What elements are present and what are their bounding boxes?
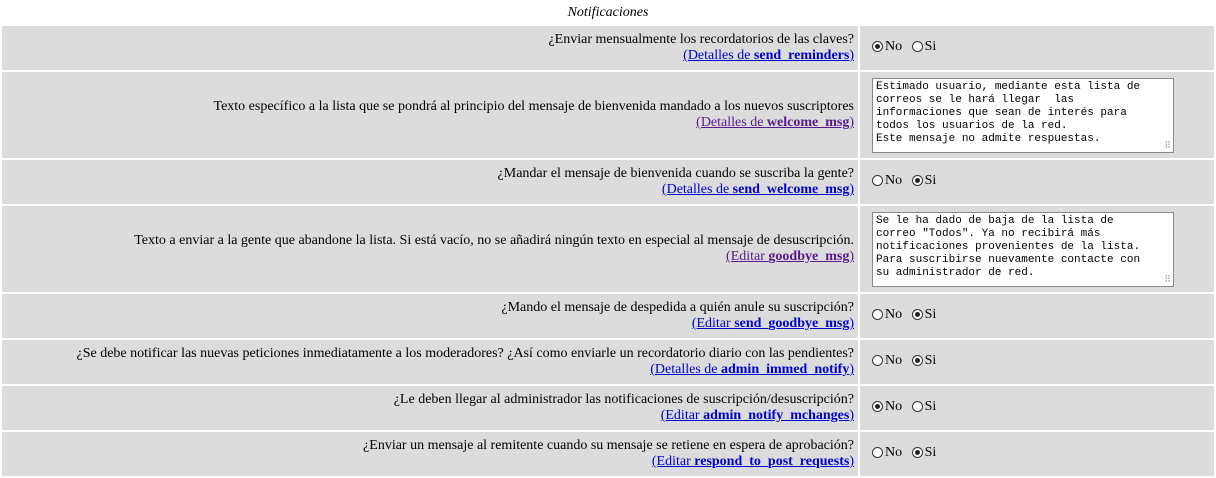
help-link-prefix: (Editar bbox=[651, 454, 695, 469]
help-link-suffix: ) bbox=[849, 316, 854, 331]
setting-control-cell bbox=[860, 294, 1214, 338]
radio-option-si[interactable] bbox=[912, 445, 937, 461]
radio-button-icon[interactable] bbox=[912, 175, 923, 186]
setting-control-cell bbox=[860, 72, 1214, 158]
help-link-suffix: ) bbox=[849, 48, 854, 63]
radio-option-no[interactable] bbox=[872, 173, 902, 189]
setting-textarea[interactable] bbox=[872, 212, 1174, 287]
radio-label-si: Si bbox=[924, 444, 937, 460]
setting-row bbox=[2, 386, 1214, 430]
help-link-prefix: (Editar bbox=[660, 408, 704, 423]
help-link[interactable] bbox=[652, 454, 854, 469]
resize-grip-icon[interactable]: ⠿ bbox=[1164, 274, 1171, 285]
help-link-var: respond_to_post_requests bbox=[694, 454, 850, 469]
help-link[interactable] bbox=[726, 249, 854, 264]
help-link-wrap bbox=[696, 115, 854, 130]
setting-row bbox=[2, 160, 1214, 204]
help-link-suffix: ) bbox=[849, 454, 854, 469]
setting-textarea-text: Se le ha dado de baja de la lista de correo "Todos". Ya no recibirá más notificaciones provenientes de la lista. Para suscribirse nuevamente contacte con su administrador de red. bbox=[876, 214, 1141, 279]
radio-label-no: No bbox=[885, 38, 903, 54]
setting-row bbox=[2, 340, 1214, 384]
radio-label-si: Si bbox=[924, 38, 937, 54]
help-link-var: admin_immed_notify bbox=[720, 362, 850, 377]
setting-row bbox=[2, 72, 1214, 158]
help-link-suffix: ) bbox=[849, 182, 854, 197]
radio-option-si[interactable] bbox=[912, 39, 937, 55]
help-link-wrap bbox=[683, 48, 854, 63]
radio-label-si: Si bbox=[924, 398, 937, 414]
help-link-suffix: ) bbox=[849, 249, 854, 264]
radio-button-icon[interactable] bbox=[912, 401, 923, 412]
setting-textarea[interactable] bbox=[872, 78, 1174, 153]
radio-button-icon[interactable] bbox=[912, 447, 923, 458]
help-link-var: goodbye_msg bbox=[768, 249, 850, 264]
setting-control-cell bbox=[860, 160, 1214, 204]
setting-question: Texto a enviar a la gente que abandone la lista. Si está vacío, no se añadirá ningún texto en especial al mensaje de desuscripción. bbox=[134, 233, 854, 248]
radio-button-icon[interactable] bbox=[872, 355, 883, 366]
setting-question: Texto específico a la lista que se pondrá al principio del mensaje de bienvenida mandado a los nuevos suscriptores bbox=[213, 99, 854, 114]
help-link-wrap bbox=[652, 454, 854, 469]
setting-row bbox=[2, 294, 1214, 338]
help-link-wrap bbox=[692, 316, 854, 331]
help-link[interactable] bbox=[683, 48, 854, 63]
setting-label-cell bbox=[2, 294, 858, 338]
setting-control-cell bbox=[860, 340, 1214, 384]
radio-button-icon[interactable] bbox=[872, 309, 883, 320]
setting-question: ¿Mandar el mensaje de bienvenida cuando se suscriba la gente? bbox=[497, 166, 854, 181]
setting-question: ¿Enviar un mensaje al remitente cuando su mensaje se retiene en espera de aprobación? bbox=[363, 438, 854, 453]
setting-label-cell bbox=[2, 386, 858, 430]
help-link[interactable] bbox=[650, 362, 854, 377]
radio-label-no: No bbox=[885, 398, 903, 414]
help-link-suffix: ) bbox=[849, 362, 854, 377]
setting-control-cell bbox=[860, 26, 1214, 70]
radio-button-icon[interactable] bbox=[872, 447, 883, 458]
help-link-prefix: (Detalles de bbox=[683, 48, 754, 63]
setting-control-cell bbox=[860, 206, 1214, 292]
radio-button-icon[interactable] bbox=[872, 175, 883, 186]
help-link-var: send_reminders bbox=[753, 48, 850, 63]
help-link-wrap bbox=[661, 408, 854, 423]
setting-label-cell bbox=[2, 432, 858, 476]
radio-option-no[interactable] bbox=[872, 307, 902, 323]
radio-label-si: Si bbox=[924, 306, 937, 322]
help-link-var: welcome_msg bbox=[766, 115, 850, 130]
resize-grip-icon[interactable]: ⠿ bbox=[1164, 140, 1171, 151]
help-link-var: send_welcome_msg bbox=[732, 182, 850, 197]
setting-question: ¿Se debe notificar las nuevas peticiones inmediatamente a los moderadores? ¿Así como enviarle un recordatorio diario con las pendientes? bbox=[76, 346, 854, 361]
radio-button-icon[interactable] bbox=[912, 309, 923, 320]
help-link-prefix: (Detalles de bbox=[696, 115, 767, 130]
setting-label-cell bbox=[2, 26, 858, 70]
setting-label-cell bbox=[2, 72, 858, 158]
help-link[interactable] bbox=[692, 316, 854, 331]
setting-question: ¿Le deben llegar al administrador las notificaciones de suscripción/desuscripción? bbox=[393, 392, 854, 407]
help-link[interactable] bbox=[696, 115, 854, 130]
settings-rows bbox=[2, 26, 1214, 476]
radio-option-si[interactable] bbox=[912, 353, 937, 369]
setting-question: ¿Mando el mensaje de despedida a quién anule su suscripción? bbox=[501, 300, 854, 315]
setting-question: ¿Enviar mensualmente los recordatorios de las claves? bbox=[548, 32, 854, 47]
help-link-wrap bbox=[650, 362, 854, 377]
setting-row bbox=[2, 26, 1214, 70]
help-link-var: send_goodbye_msg bbox=[734, 316, 850, 331]
radio-option-no[interactable] bbox=[872, 445, 902, 461]
setting-label-cell bbox=[2, 340, 858, 384]
setting-label-cell bbox=[2, 160, 858, 204]
help-link-suffix: ) bbox=[849, 408, 854, 423]
radio-option-si[interactable] bbox=[912, 399, 937, 415]
setting-label-cell bbox=[2, 206, 858, 292]
setting-row bbox=[2, 206, 1214, 292]
help-link[interactable] bbox=[661, 408, 854, 423]
radio-label-si: Si bbox=[924, 352, 937, 368]
radio-option-si[interactable] bbox=[912, 307, 937, 323]
radio-button-icon[interactable] bbox=[912, 355, 923, 366]
radio-option-no[interactable] bbox=[872, 399, 902, 415]
radio-label-no: No bbox=[885, 172, 903, 188]
help-link-wrap bbox=[662, 182, 854, 197]
radio-label-no: No bbox=[885, 306, 903, 322]
radio-label-si: Si bbox=[924, 172, 937, 188]
setting-textarea-text: Estimado usuario, mediante esta lista de correos se le hará llegar las informaciones que sean de interés para todos los usuarios de la red. Este mensaje no admite respuestas. bbox=[876, 80, 1141, 145]
setting-control-cell bbox=[860, 432, 1214, 476]
help-link[interactable] bbox=[662, 182, 854, 197]
radio-label-no: No bbox=[885, 352, 903, 368]
help-link-prefix: (Detalles de bbox=[650, 362, 721, 377]
help-link-prefix: (Detalles de bbox=[661, 182, 733, 197]
radio-button-icon[interactable] bbox=[912, 41, 923, 52]
help-link-prefix: (Editar bbox=[691, 316, 735, 331]
help-link-var: admin_notify_mchanges bbox=[703, 408, 850, 423]
radio-option-si[interactable] bbox=[912, 173, 937, 189]
radio-option-no[interactable] bbox=[872, 39, 902, 55]
help-link-suffix: ) bbox=[849, 115, 854, 130]
radio-button-icon[interactable] bbox=[872, 401, 883, 412]
section-title: Notificaciones bbox=[2, 2, 1214, 24]
radio-button-icon[interactable] bbox=[872, 41, 883, 52]
help-link-prefix: (Editar bbox=[726, 249, 769, 264]
setting-control-cell bbox=[860, 386, 1214, 430]
radio-option-no[interactable] bbox=[872, 353, 902, 369]
radio-label-no: No bbox=[885, 444, 903, 460]
help-link-wrap bbox=[726, 249, 854, 264]
setting-row bbox=[2, 432, 1214, 476]
